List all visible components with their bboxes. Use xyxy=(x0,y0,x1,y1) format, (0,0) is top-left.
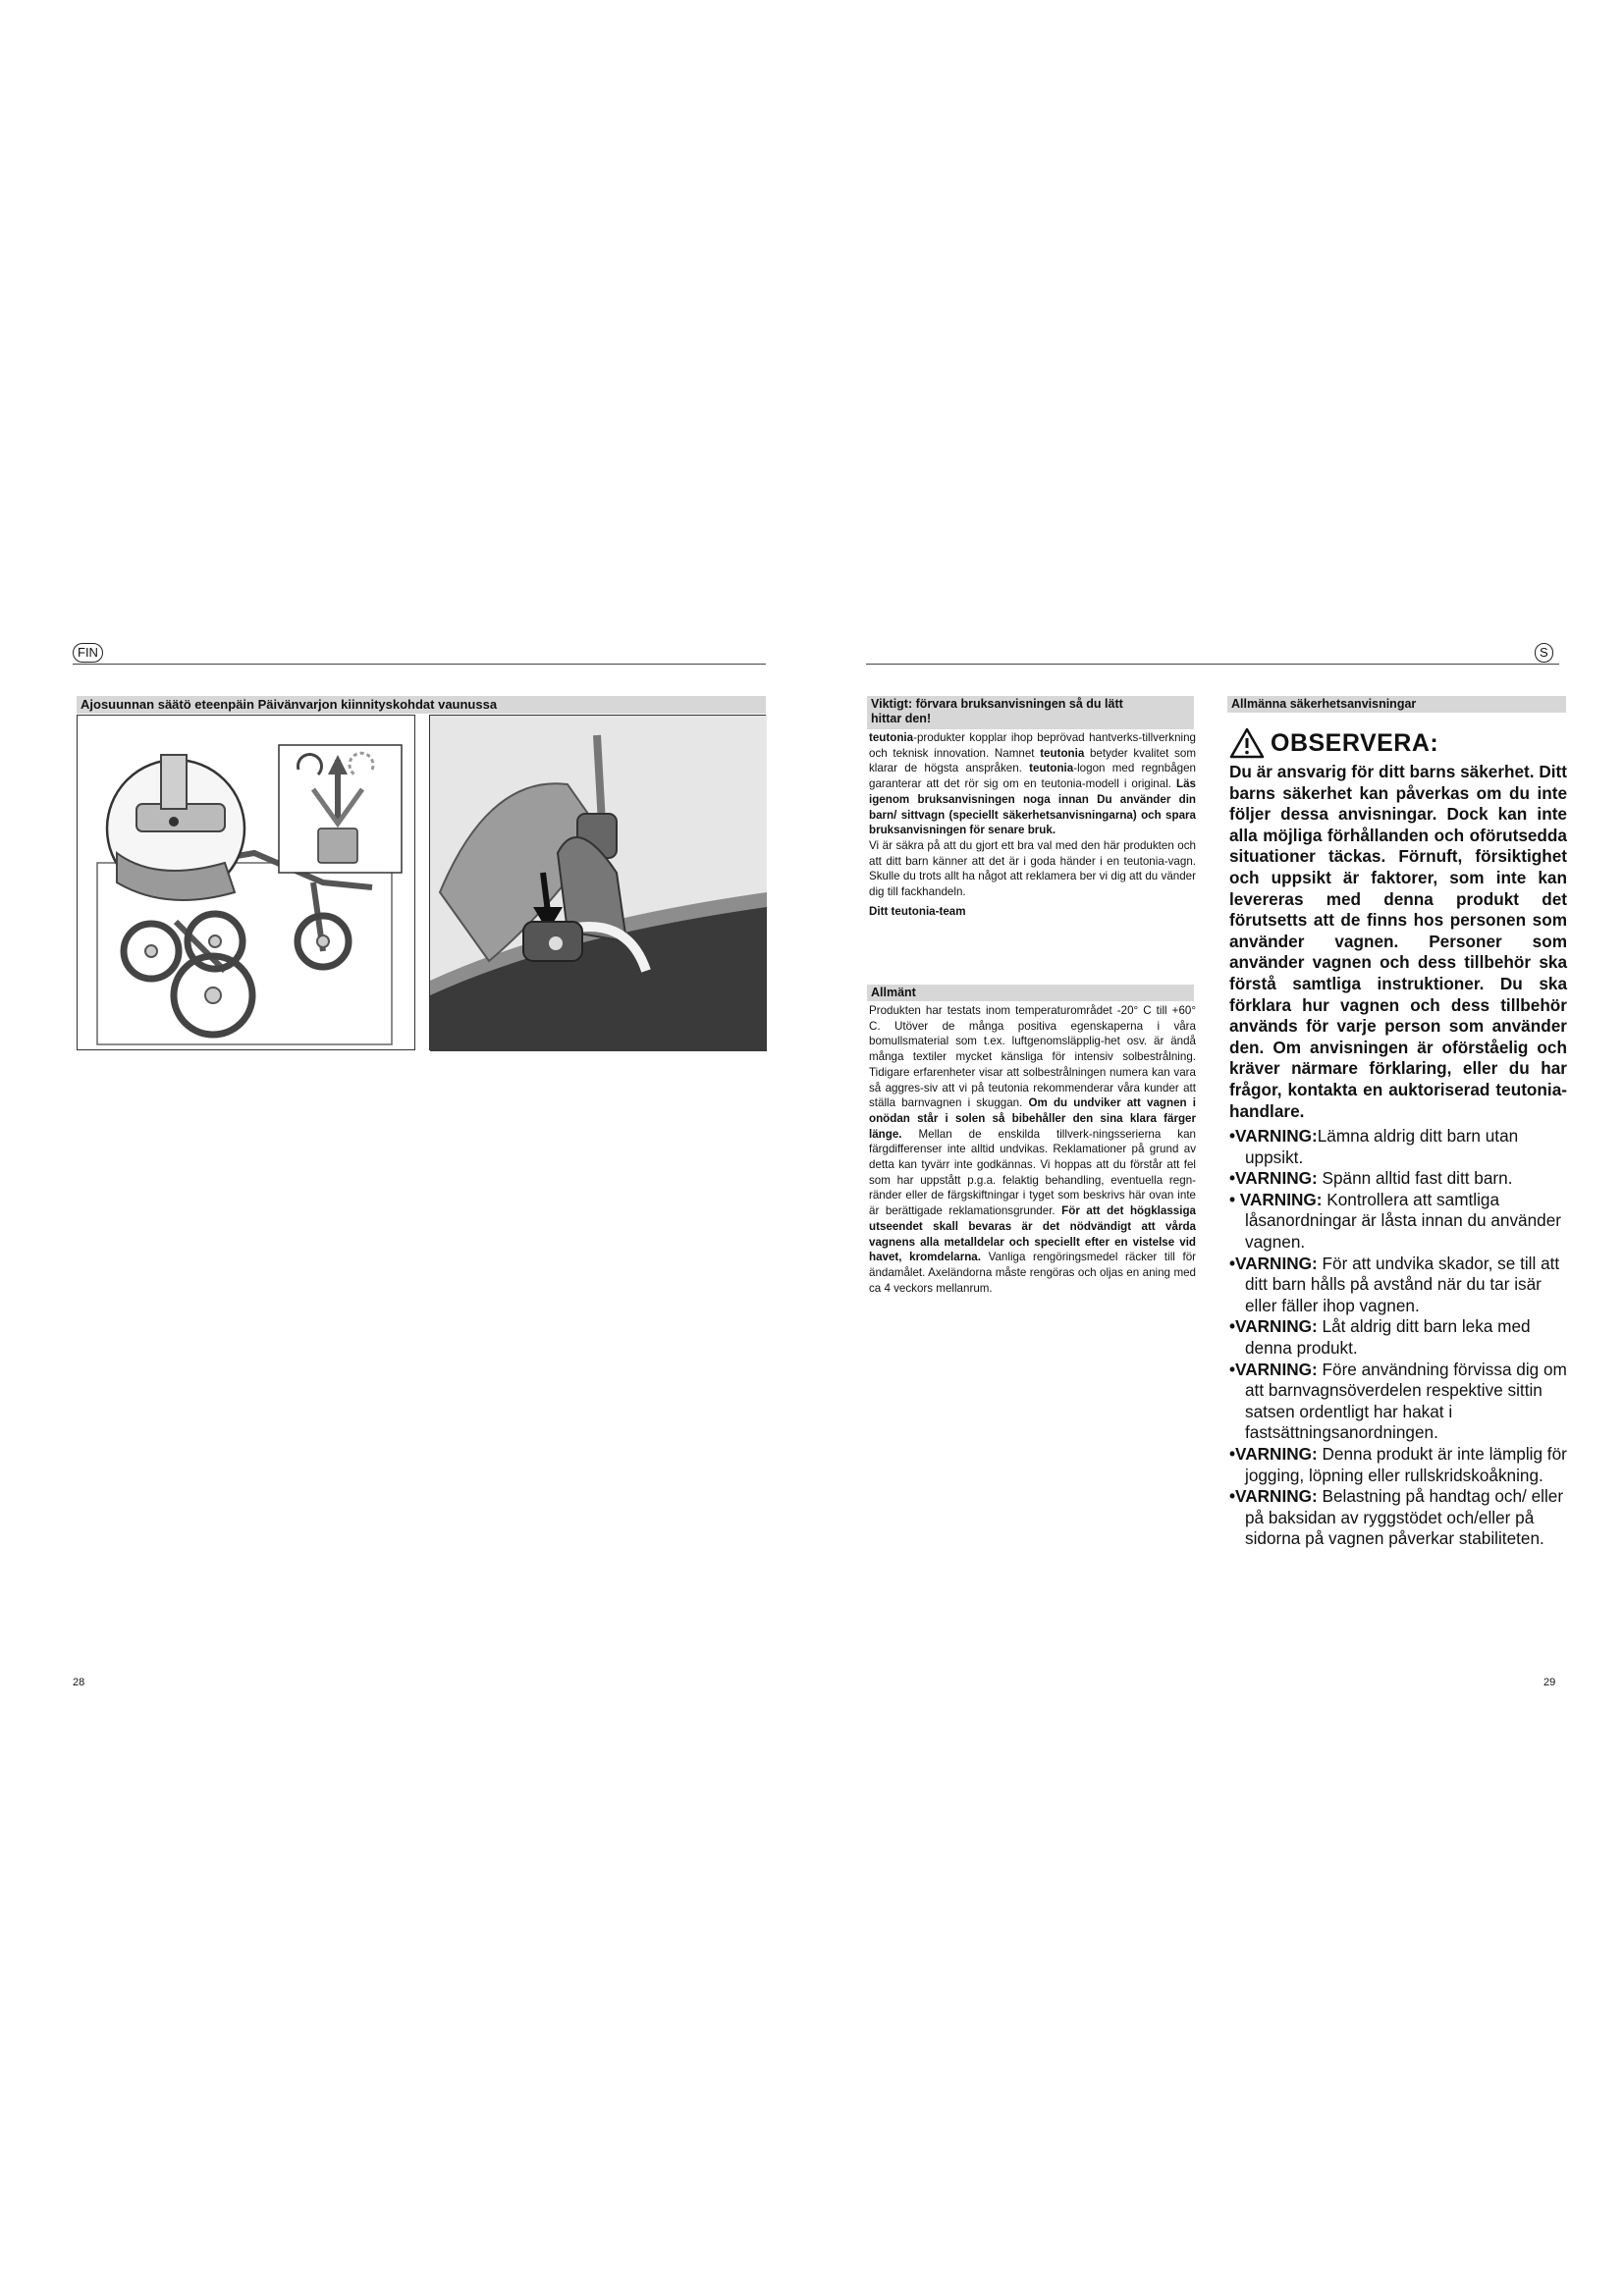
parasol-attachment-illustration xyxy=(430,716,767,1051)
read-instructions-bold: Läs igenom bruksanvisningen noga innan Du använder din barn/ sittvagn (speciellt säkerhetsanvisningarna) och spara bruksanvisningen för senare bruk. xyxy=(869,777,1196,837)
intro-paragraph xyxy=(869,730,1196,838)
allmant-text-a: Produkten har testats inom temperaturområdet -20° C till +60° C. Utöver de många positiva egenskaperna i våra bomullsmaterial som t.ex. luftgenomsläpplig-het osv. är ändå många textiler mycket känsliga för intensiv solbestrålning. Tidigare erfarenheter visar att solbestrålningen numera kan vara så aggres-siv att vi på teutonia rekommenderar våra kunder att ställa barnvagnen i skuggan. xyxy=(869,1004,1196,1110)
safety-header: Allmänna säkerhetsanvisningar xyxy=(1231,697,1417,711)
warning-label: •VARNING: xyxy=(1229,1126,1318,1147)
warning-item-2 xyxy=(1229,1168,1567,1190)
section-title: Ajosuunnan säätö eteenpäin Päivänvarjon kiinnityskohdat vaunussa xyxy=(81,697,498,712)
section-title-bar xyxy=(77,696,766,714)
warning-text: Denna produkt är inte lämplig för jogging, löpning eller rullskridskoåkning. xyxy=(1245,1444,1567,1485)
important-header-bar xyxy=(867,696,1194,729)
warning-item-4 xyxy=(1229,1254,1567,1317)
intro-text-2: betyder kvalitet som klarar de högsta anspråken. xyxy=(869,746,1196,775)
warning-label: •VARNING: xyxy=(1229,1444,1318,1464)
intro-text-block xyxy=(869,730,1196,919)
warning-item-3 xyxy=(1229,1190,1567,1254)
safety-text-block xyxy=(1229,762,1567,1550)
allmant-paragraph xyxy=(869,1003,1196,1296)
intro-text-3: -logon med regnbågen garanterar att det rör sig om en teutonia-modell i original. xyxy=(869,762,1196,791)
warning-text: Spänn alltid fast ditt barn. xyxy=(1317,1168,1513,1189)
warning-item-5 xyxy=(1229,1316,1567,1359)
header-rule-right xyxy=(866,664,1559,665)
warning-label: • VARNING: xyxy=(1229,1189,1323,1209)
allmant-header: Allmänt xyxy=(871,986,916,999)
page-number-right: 29 xyxy=(1543,1677,1556,1688)
allmant-text-c: Mellan de enskilda tillverk-ningsserierna kan färgdifferenser inte alltid undvikas. Reklamationer på grund av detta kan tyvärr inte godkännas. Vi hoppas att du förstår att fel som har uppstått p.g.a. felaktig behandling, eventuella regn-ränder eller de färgskiftningar i tyget som beskrivs här ovan inte är berättigade reklamationsgrunder. xyxy=(869,1127,1196,1218)
warning-item-6 xyxy=(1229,1360,1567,1444)
safety-header-bar xyxy=(1227,696,1566,713)
warning-text: Före användning förvissa dig om att barnvagnsöverdelen respektive sittin satsen ordentligt har hakat i fastsättningsanordningen. xyxy=(1245,1359,1567,1443)
figure-direction-adjustment xyxy=(77,715,415,1050)
warning-item-7 xyxy=(1229,1444,1567,1486)
safety-lead: Du är ansvarig för ditt barns säkerhet. Ditt barns säkerhet kan påverkas om du inte följer dessa anvisningar. Dock kan inte alla möjliga förhållanden och oförutsedda situationer täckas. Förnuft, försiktighet och uppsikt är faktorer, som inte kan levereras med denna produkt det förutsetts att de finns hos personen som använder vagnen. Personer som använder vagnen och dess tillbehör ska förstå samtliga instruktioner. Du ska förklara hur vagnen och dess tillbehör används för varje person som använder den. Om anvisningen är oförståelig och kräver närmare förklaring, eller du har frågor, kontakta en auktoriserad teutonia-handlare. xyxy=(1229,762,1567,1121)
warning-label: •VARNING: xyxy=(1229,1253,1318,1273)
figure-parasol-attachment xyxy=(429,715,766,1050)
allmant-text-block xyxy=(869,1003,1196,1296)
warning-item-8 xyxy=(1229,1486,1567,1550)
brand-teutonia-3: teutonia xyxy=(1029,762,1074,775)
allmant-bold-b: Om du undviker att vagnen i onödan står i solen så bibehåller den sina klara färger länge. xyxy=(869,1096,1196,1141)
page-number-left: 28 xyxy=(73,1677,85,1688)
warning-label: •VARNING: xyxy=(1229,1168,1318,1189)
allmant-header-bar xyxy=(867,985,1194,1001)
observera-heading xyxy=(1229,726,1438,760)
warning-text: Belastning på handtag och/ eller på baksidan av ryggstödet och/eller på sidorna på vagnen påverkar stabiliteten. xyxy=(1245,1486,1564,1549)
brand-teutonia-1: teutonia xyxy=(869,731,914,744)
warning-text: Lämna aldrig ditt barn utan uppsikt. xyxy=(1245,1126,1519,1167)
warning-label: •VARNING: xyxy=(1229,1486,1318,1507)
warning-text: Låt aldrig ditt barn leka med denna produkt. xyxy=(1245,1316,1531,1359)
important-header-line2: hittar den! xyxy=(871,712,932,725)
warning-text: För att undvika skador, se till att ditt barn hålls på avstånd när du tar isär eller fäller ihop vagnen. xyxy=(1245,1253,1560,1315)
brand-teutonia-2: teutonia xyxy=(1040,746,1085,760)
intro-paragraph-2: Vi är säkra på att du gjort ett bra val med den här produkten och att ditt barn känner att det är i goda händer i en teutonia-vagn. Skulle du trots allt ha något att reklamera ber vi dig att du vänder dig till fackhandeln. xyxy=(869,838,1196,899)
stroller-wheel-illustration xyxy=(78,716,416,1051)
allmant-text-e: Vanliga rengöringsmedel räcker till för ändamålet. Axeländorna måste rengöras och oljas en aning med ca 4 veckors mellanrum. xyxy=(869,1251,1197,1295)
language-badge-fin: FIN xyxy=(73,643,103,663)
signoff: Ditt teutonia-team xyxy=(869,904,966,918)
warning-label: •VARNING: xyxy=(1229,1316,1318,1337)
allmant-bold-d: För att det högklassiga utseendet skall bevaras är det nödvändigt att vårda vagnens alla metalldelar och speciellt efter en vistelse vid havet, kromdelarna. xyxy=(869,1204,1196,1264)
header-rule-left xyxy=(73,664,766,665)
warning-triangle-icon xyxy=(1229,727,1265,759)
intro-text-1: -produkter kopplar ihop beprövad hantverks-tillverkning och teknisk innovation. Namnet xyxy=(869,731,1196,760)
important-header-line1: Viktigt: förvara bruksanvisningen så du lätt xyxy=(871,697,1123,711)
warning-item-1 xyxy=(1229,1126,1567,1168)
warning-text: Kontrollera att samtliga låsanordningar är låsta innan du använder vagnen. xyxy=(1245,1189,1562,1253)
language-badge-s: S xyxy=(1535,643,1553,663)
warning-label: •VARNING: xyxy=(1229,1359,1318,1379)
observera-title: OBSERVERA: xyxy=(1271,728,1439,757)
